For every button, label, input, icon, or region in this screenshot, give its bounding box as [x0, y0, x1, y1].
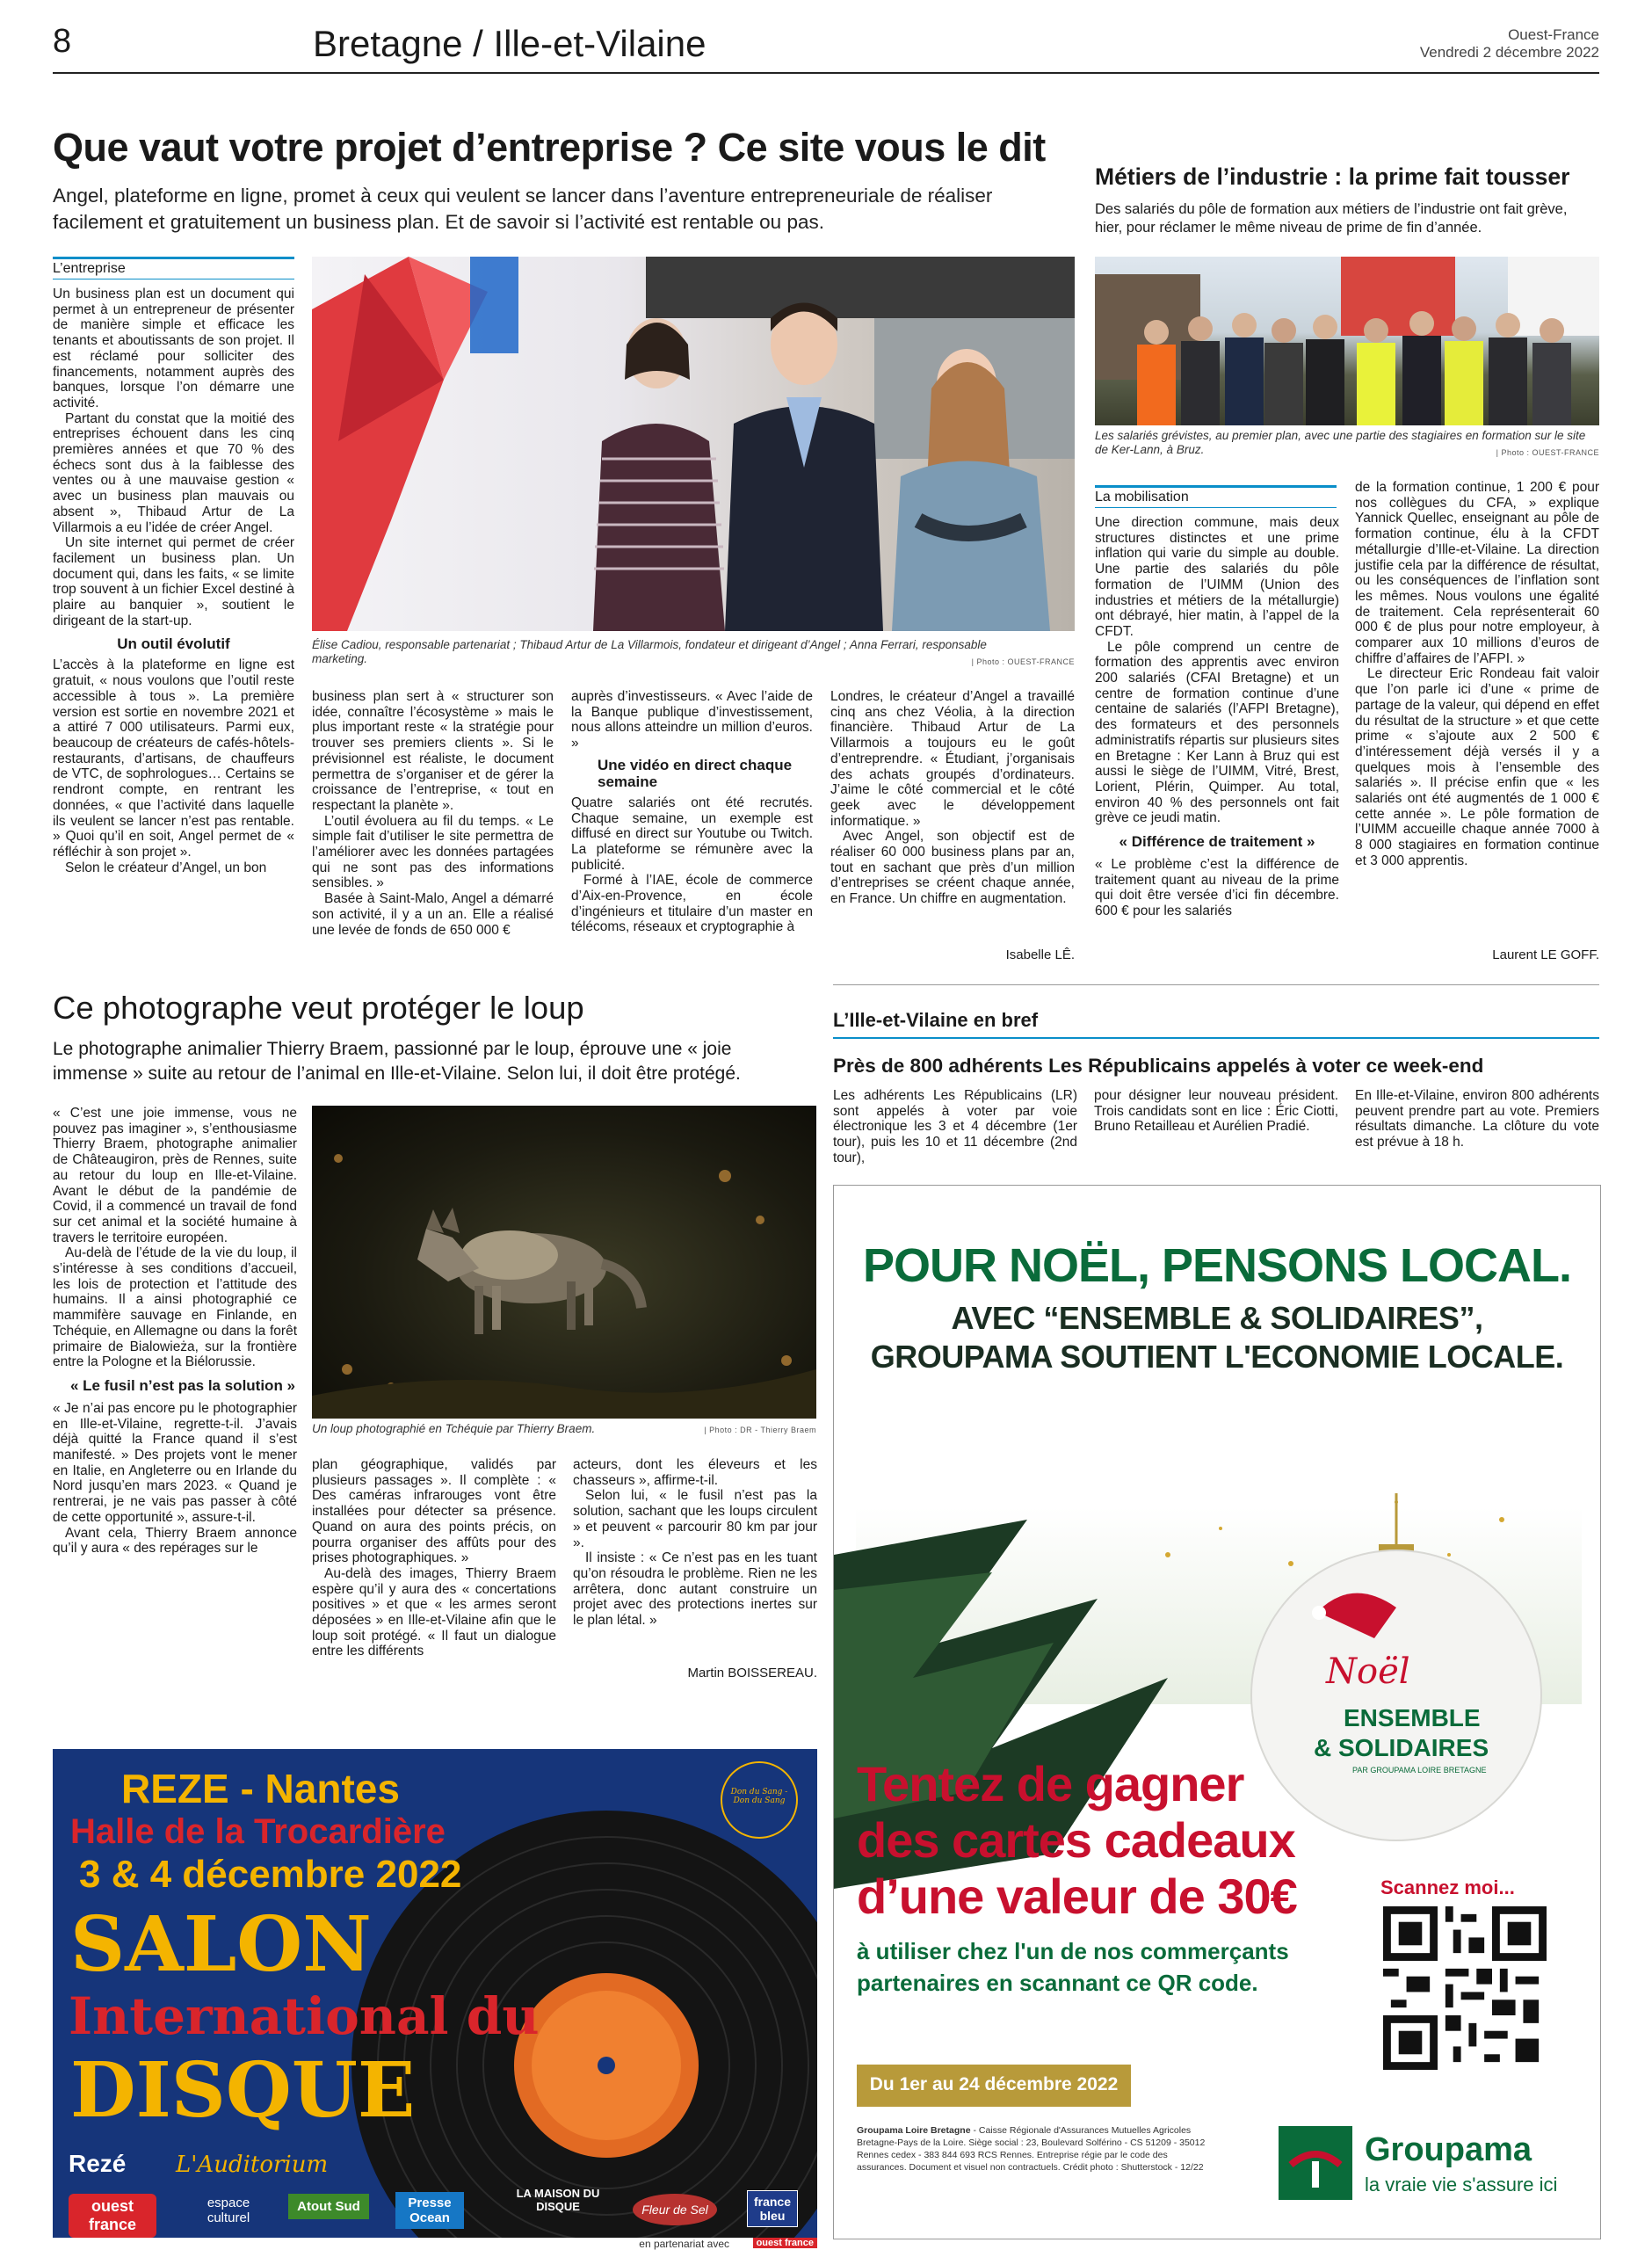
- section-title: Bretagne / Ille-et-Vilaine: [313, 23, 706, 64]
- photo-credit: | Photo : OUEST-FRANCE: [971, 657, 1075, 666]
- article-standfirst: Angel, plateforme en ligne, promet à ceux qui veulent se lancer dans l’aventure entrepreneuriale de réaliser facilement et gratuitement un business plan. Et de savoir si l’activité est rentable ou pas.: [53, 185, 993, 233]
- article-column: acteurs, dont les éleveurs et les chasseurs », affirme-t-il. Selon lui, « le fusil n’est pas la solution, sachant que les loups circulent » et peuvent « parcourir 80 km par jour ». Il insiste : « Ce n’est pas en les tuant qu’on résoudra le problème. Rien ne les arrêtera, donc autant construire un projet avec des protections inertes sur le plan létal. »: [573, 1457, 817, 1629]
- article-author: Isabelle LÊ.: [1005, 947, 1075, 962]
- photo-caption: Un loup photographié en Tchéquie par Thierry Braem.: [312, 1422, 596, 1435]
- logo-fleur-de-sel: Fleur de Sel: [633, 2194, 717, 2225]
- dates-banner: Du 1er au 24 décembre 2022: [857, 2065, 1131, 2107]
- section-label: L’entreprise: [53, 257, 294, 279]
- stamp-badge: Don du Sang - Don du Sang: [721, 1761, 798, 1839]
- photo-credit: | Photo : DR - Thierry Braem: [704, 1426, 816, 1434]
- article-headline: Que vaut votre projet d’entreprise ? Ce site vous le dit: [53, 125, 1046, 170]
- article-headline: Métiers de l’industrie : la prime fait tousser: [1095, 163, 1570, 190]
- subheading: « Le fusil n’est pas la solution »: [70, 1376, 296, 1394]
- ad-line: 3 & 4 décembre 2022: [79, 1853, 462, 1896]
- ornament-text: Noël: [1326, 1651, 1410, 1692]
- logo-presse-ocean: Presse Ocean: [395, 2192, 464, 2229]
- brief-rule: [833, 1037, 1599, 1039]
- brand-tagline: la vraie vie s'assure ici: [1365, 2174, 1558, 2196]
- article-headline: Ce photographe veut protéger le loup: [53, 990, 584, 1026]
- ad-sub: partenaires en scannant ce QR code.: [857, 1970, 1258, 1996]
- ad-groupama[interactable]: [833, 1185, 1601, 2239]
- logo-reze: Rezé: [69, 2150, 127, 2177]
- ad-title: POUR NOËL, PENSONS LOCAL.: [862, 1239, 1572, 1292]
- article-author: Martin BOISSEREAU.: [687, 1666, 817, 1680]
- article-author: Laurent LE GOFF.: [1492, 947, 1599, 962]
- article-photo: [312, 1106, 816, 1419]
- ornament-text: ENSEMBLE: [1344, 1704, 1481, 1731]
- brief-column: pour désigner leur nouveau président. Trois candidats sont en lice : Éric Ciotti, Bruno Retailleau et Aurélien Pradié.: [1094, 1088, 1338, 1135]
- ad-line: DISQUE: [70, 2046, 416, 2135]
- scan-label: Scannez moi...: [1380, 1876, 1515, 1898]
- brief-column: Les adhérents Les Républicains (LR) sont appelés à voter par voie électronique les 3 et 4 décembre (1er tour), puis les 10 et 11 décembre (2nd tour),: [833, 1088, 1077, 1165]
- section-label: La mobilisation: [1095, 485, 1337, 508]
- logo-maison-du-disque: LA MAISON DU DISQUE: [516, 2187, 600, 2213]
- issue-date: Vendredi 2 décembre 2022: [1419, 44, 1599, 61]
- strike-group-illustration: [1095, 257, 1599, 425]
- photo-credit: | Photo : OUEST-FRANCE: [1496, 448, 1599, 457]
- ornament-text: PAR GROUPAMA LOIRE BRETAGNE: [1352, 1766, 1487, 1775]
- photo-caption: Élise Cadiou, responsable partenariat ; Thibaud Artur de La Villarmois, fondateur et dirigeant d’Angel ; Anna Ferrari, responsable marketing.: [312, 638, 987, 665]
- ad-sub: à utiliser chez l'un de nos commerçants: [857, 1938, 1289, 1964]
- logo-ouest-france: ouest france: [69, 2194, 156, 2238]
- article-column: auprès d’investisseurs. « Avec l’aide de la Banque publique d’investissement, nous allons atteindre un million d’euros. » Une vidéo en direct chaque semaine Quatre salariés ont été recrutés. Chaque semaine, un exemple est diffusé en direct sur Youtube ou Twitch. La plateforme se rémunère avec la publicité. Formé à l’IAE, école de commerce d’Aix-en-Provence, en école d’ingénieurs et titulaire d’un master en télécoms, réseaux et cryptographie à: [571, 689, 813, 935]
- subheading: Un outil évolutif: [117, 635, 230, 653]
- wolf-illustration: [312, 1106, 816, 1419]
- article-column: « C’est une joie immense, vous ne pouvez pas imaginer », s’enthousiasme Thierry Braem, photographe animalier de Châteaugiron, près de Rennes, suite au retour du loup en Ille-et-Vilaine. Avant le début de la pandémie de Covid, il a commencé un travail de fond sur cet animal et la société humaine à travers le territoire européen. Au-delà de l’étude de la vie du loup, il s’intéresse à ses conditions d’accueil, les lois de protection et l’attitude des humains. Il a ainsi photographié ce mammifère sauvage en Finlande, en Tchéquie, en Allemagne ou dans la forêt primaire de Bialowieża, sur la frontière entre la Pologne et la Biélorussie. « Le fusil n’est pas la solution » « Je n’ai pas encore pu le photographier en Ille-et-Vilaine, regrette-t-il. J’avais déjà quitté la France quand il s’est manifesté. » Des projets vont le mener en Italie, en Angleterre ou en Irlande du Nord jusqu’en mars 2023. « Quand je rentrerai, je ne vais pas passer à côté de cette opportunité », assure-t-il. Avant cela, Thierry Braem annonce qu’il y aura « des repérages sur le: [53, 1106, 297, 1557]
- ad-line: REZE - Nantes: [121, 1766, 400, 1811]
- article-column: business plan sert à « structurer son idée, connaître l’écosystème » mais le plus important reste « la stratégie pour trouver ses premiers clients ». Si le prévisionnel est réaliste, le document permettra de s’organiser et de gérer la croissance de l’entreprise, « tout en respectant la planète ». L’outil évoluera au fil du temps. « Le simple fait d’utiliser le site permettra de l’améliorer avec les données partagées qui ne sont pas des informations sensibles. » Basée à Saint-Malo, Angel a démarré son activité, il y a un an. Elle a réalisé une levée de fonds de 650 000 €: [312, 689, 554, 938]
- photo-caption: Les salariés grévistes, au premier plan, avec une partie des stagiaires en formation sur le site de Ker-Lann, à Bruz.: [1095, 429, 1586, 456]
- article-column: Un business plan est un document qui permet à un entrepreneur de présenter de manière simple et efficace les tenants et aboutissants de son projet. Il est réclamé pour solliciter des financements, notamment auprès des banques, lorsque l’on démarre une activité. Partant du constat que la moitié des entreprises échouent dans les cinq premières années et que 70 % des échecs sont dus à la faiblesse des ventes ou à une mauvaise gestion « avec un business plan mauvais ou absent », Thibaud Artur de La Villarmois a eu l’idée de créer Angel. Un site internet qui permet de créer facilement un business plan. Un document qui, dans les faits, « se limite trop souvent à un fichier Excel destiné à plaire au banquier », soutient le dirigeant de la start-up. Un outil évolutif L’accès à la plateforme en ligne est gratuit, « nous voulons que l’outil reste accessible à tous ». La première version est sortie en novembre 2021 et a attiré 7 000 utilisateurs. Parmi eux, beaucoup de créateurs de cafés-hôtels-restaurants, d’artisans, de chauffeurs de VTC, de sophrologues… Certains se rendront compte, en rentrant les données, « que l’activité dans laquelle ils veulent se lancer n’est pas rentable. » Quoi qu’il en soit, Angel permet de « réfléchir à son projet ». Selon le créateur d’Angel, un bon: [53, 287, 294, 875]
- logo-auditorium: L'Auditorium: [176, 2152, 329, 2178]
- brief-column: En Ille-et-Vilaine, environ 800 adhérents peuvent prendre part au vote. Premiers résultats dimanche. La clôture du vote est prévue à 18 h.: [1355, 1088, 1599, 1150]
- brief-rule: [833, 984, 1599, 985]
- paper-name: Ouest-France: [1508, 26, 1599, 43]
- ad-cta: des cartes cadeaux: [857, 1812, 1295, 1868]
- ad-line: Halle de la Trocardière: [70, 1812, 446, 1851]
- ad-title: AVEC “ENSEMBLE & SOLIDAIRES”,: [951, 1300, 1483, 1336]
- ad-salon-disque[interactable]: [53, 1749, 817, 2238]
- masthead: [0, 0, 1652, 76]
- subheading: « Différence de traitement »: [1119, 833, 1315, 851]
- article-column: Londres, le créateur d’Angel a travaillé cinq ans chez Véolia, à la direction financière. Thibaud Artur de La Villarmois a toujours eu le goût d’entreprendre. « Étudiant, j’organisais des achats groupés d’ordinateurs. J’aime le côté commercial et le côté geek avec le développement informatique. » Avec Angel, son objectif est de réaliser 60 000 business plans par an, tout en sachant que près d’un million d’entreprises se créent chaque année, en France. Un chiffre en augmentation.: [830, 689, 1075, 907]
- article-photo: [1095, 257, 1599, 425]
- page-number: 8: [53, 23, 72, 60]
- ad-line: SALON: [70, 1900, 372, 1989]
- office-scene-illustration: [312, 257, 1075, 631]
- ad-cta: d’une valeur de 30€: [857, 1869, 1297, 1924]
- brand-name: Groupama: [1365, 2131, 1532, 2168]
- legal-text: Groupama Loire Bretagne - Caisse Régionale d'Assurances Mutuelles Agricoles Bretagne-Pays de la Loire. Siège social : 23, Boulevard Solférino - CS 51209 - 35012 Rennes cedex - 383 844 693 RCS Rennes. Entreprise régie par le code des assurances. Document et visuel non contractuels. Crédit photo : Shutterstock - 12/22: [857, 2125, 1206, 2173]
- brief-headline: Près de 800 adhérents Les Républicains appelés à voter ce week-end: [833, 1055, 1484, 1077]
- article-standfirst: Des salariés du pôle de formation aux métiers de l’industrie ont fait grève, hier, pour réclamer le même niveau de prime de fin d’année.: [1095, 201, 1568, 236]
- ad-partner: en partenariat avec ouest france: [422, 2238, 817, 2250]
- masthead-rule: [53, 72, 1599, 74]
- brief-section-title: L’Ille-et-Vilaine en bref: [833, 1009, 1039, 1031]
- ad-cta: Tentez de gagner: [857, 1756, 1244, 1811]
- article-standfirst: Le photographe animalier Thierry Braem, passionné par le loup, éprouve une « joie immense » suite au retour de l’animal en Ille-et-Vilaine. Selon lui, il doit être protégé.: [53, 1039, 741, 1084]
- article-column: Une direction commune, mais deux structures distinctes et une prime inflation qui varie du simple au double. Une partie des salariés du pôle formation de l’UIMM (Union des industries et métiers de la métallurgie) ont débrayé, hier matin, à l’appel de la CFDT. Le pôle comprend un centre de formation des apprentis avec environ 200 salariés (CFAI Bretagne) et un centre de formation continue d’une centaine de salariés (l’AFPI Bretagne), des formateurs et des personnels administratifs répartis sur plusieurs sites en Bretagne : Ker Lann à Bruz qui est aussi le siège de l’UIMM, Vitré, Brest, Lorient, Plérin, Quimper. Au total, environ 40 % des personnels ont fait grève ce jeudi matin. « Différence de traitement » « Le problème c’est la différence de traitement quant au niveau de la prime qui doit être versée d’ici fin décembre. 600 € pour les salariés: [1095, 515, 1339, 919]
- ad-title: GROUPAMA SOUTIENT L'ECONOMIE LOCALE.: [870, 1339, 1564, 1375]
- ad-line: International du: [69, 1986, 540, 2046]
- logo-espace-culturel: espace culturel: [206, 2196, 250, 2225]
- ornament-text: & SOLIDAIRES: [1314, 1734, 1489, 1761]
- article-column: plan géographique, validés par plusieurs passages ». Il complète : « Des caméras infrarouges vont être installées pour détecter sa présence. Quand on aura des points précis, on pourra organiser des affûts pour des prises photographiques. » Au-delà des images, Thierry Braem espère qu’il y aura des « concertations positives » et que « les armes seront déposées » en Ille-et-Vilaine afin que le loup soit protégé. « Il faut un dialogue entre les différents: [312, 1457, 556, 1659]
- subheading: Une vidéo en direct chaque semaine: [598, 756, 793, 790]
- article-column: de la formation continue, 1 200 € pour nos collègues du CFA, » explique Yannick Quellec, enseignant au pôle de formation continue, élu à la CFDT métallurgie d’Ille-et-Vilaine. La direction justifie cela par la différence de résultat, ou les conséquences de l’inflation sont les mêmes. Nous voulons une égalité de traitement. Cela représenterait 60 000 € de plus pour notre employeur, à comparer aux 10 millions d’euros de chiffre d’affaires de l’AFPI. » Le directeur Eric Rondeau fait valoir que l’on parle ici d’une « prime de partage de la valeur, qui dépend en effet du résultat de la structure » et que cette prime « s’ajoute aux 2 500 € d’intéressement déjà versés il y a quelques mois à l’ensemble des salariés ». Il précise enfin que « les salariés ont été augmentés de 1 000 € cette année ». Le pôle formation de l’UIMM accueille chaque année 7000 à 8 000 stagiaires en formation continue et 3 000 apprentis.: [1355, 480, 1599, 868]
- article-photo: [312, 257, 1075, 631]
- qr-code-icon[interactable]: [1383, 1906, 1547, 2070]
- logo-atout-sud: Atout Sud: [288, 2194, 369, 2219]
- logo-france-bleu: france bleu: [747, 2190, 798, 2227]
- groupama-logo-icon: [1279, 2126, 1352, 2200]
